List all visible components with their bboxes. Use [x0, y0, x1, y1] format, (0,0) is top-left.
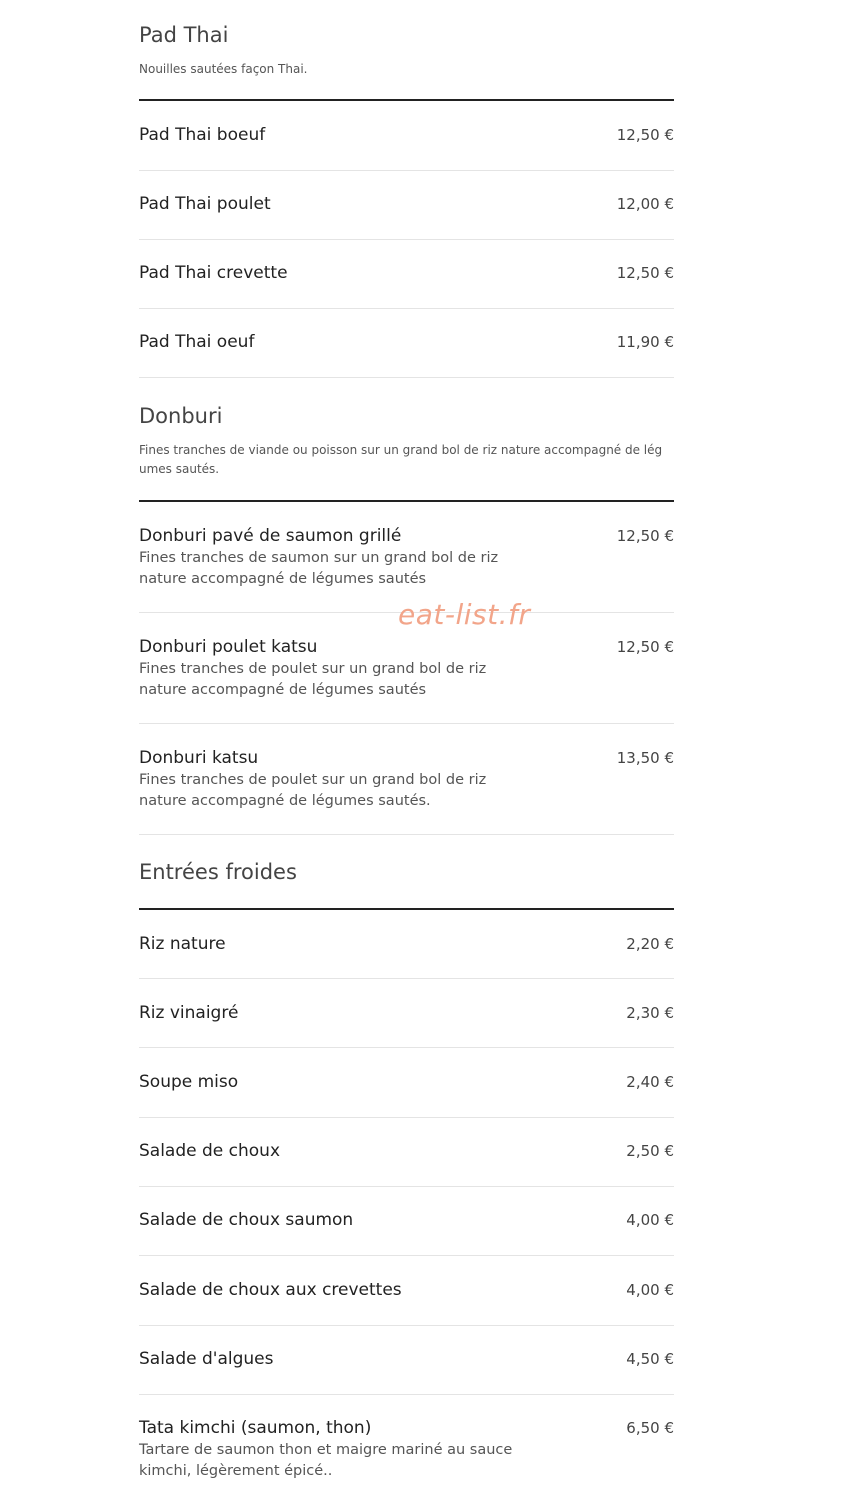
item-name: Pad Thai boeuf [139, 125, 266, 145]
item-price: 12,50 € [616, 638, 674, 656]
item-name: Salade de choux aux crevettes [139, 1280, 402, 1300]
menu-item[interactable] [139, 502, 674, 613]
item-description: kimchi, légèrement épicé.. [139, 1463, 333, 1479]
item-description: nature accompagné de légumes sautés [139, 682, 427, 698]
item-price: 11,90 € [616, 333, 674, 351]
menu-item[interactable] [139, 1395, 674, 1500]
item-price: 4,00 € [626, 1281, 674, 1299]
section-description-line: umes sautés. [139, 462, 220, 476]
item-name: Pad Thai poulet [139, 194, 271, 214]
menu-item[interactable] [139, 101, 674, 171]
menu-item[interactable] [139, 1118, 674, 1187]
item-price: 12,00 € [616, 195, 674, 213]
section-title: Pad Thai [139, 23, 229, 47]
menu-item[interactable] [139, 1187, 674, 1256]
section-description-line: Fines tranches de viande ou poisson sur un grand bol de riz nature accompagné de lég [139, 443, 663, 457]
item-price: 12,50 € [616, 126, 674, 144]
menu-item[interactable] [139, 724, 674, 835]
item-description: Tartare de saumon thon et maigre mariné au sauce [139, 1442, 513, 1458]
item-name: Riz nature [139, 934, 226, 954]
item-price: 4,50 € [626, 1350, 674, 1368]
menu-item[interactable] [139, 910, 674, 979]
menu-item[interactable] [139, 309, 674, 378]
watermark-text: eat-list.fr [398, 598, 531, 631]
section-description: Nouilles sautées façon Thai. [139, 62, 308, 76]
section-title: Entrées froides [139, 860, 297, 884]
item-description: nature accompagné de légumes sautés. [139, 793, 431, 809]
menu-item[interactable] [139, 1048, 674, 1118]
item-price: 2,40 € [626, 1073, 674, 1091]
item-name: Salade d'algues [139, 1349, 274, 1369]
item-description: nature accompagné de légumes sautés [139, 571, 427, 587]
item-name: Tata kimchi (saumon, thon) [139, 1418, 372, 1438]
item-price: 6,50 € [626, 1419, 674, 1437]
section-title: Donburi [139, 404, 223, 428]
item-name: Pad Thai oeuf [139, 332, 255, 352]
item-price: 4,00 € [626, 1211, 674, 1229]
item-price: 12,50 € [616, 527, 674, 545]
item-name: Donburi katsu [139, 748, 259, 768]
item-name: Pad Thai crevette [139, 263, 288, 283]
item-description: Fines tranches de poulet sur un grand bol de riz [139, 661, 487, 677]
menu-item[interactable] [139, 979, 674, 1048]
menu-item[interactable] [139, 1326, 674, 1395]
item-name: Soupe miso [139, 1072, 239, 1092]
item-name: Riz vinaigré [139, 1003, 239, 1023]
item-name: Donburi poulet katsu [139, 637, 318, 657]
item-name: Salade de choux [139, 1141, 281, 1161]
item-price: 13,50 € [616, 749, 674, 767]
item-description: Fines tranches de saumon sur un grand bol de riz [139, 550, 499, 566]
item-description: Fines tranches de poulet sur un grand bol de riz [139, 772, 487, 788]
menu-item[interactable] [139, 171, 674, 240]
item-price: 2,20 € [626, 935, 674, 953]
item-name: Donburi pavé de saumon grillé [139, 526, 402, 546]
item-name: Salade de choux saumon [139, 1210, 354, 1230]
menu-item[interactable] [139, 1256, 674, 1326]
menu-item[interactable] [139, 240, 674, 309]
item-price: 12,50 € [616, 264, 674, 282]
item-price: 2,30 € [626, 1004, 674, 1022]
item-price: 2,50 € [626, 1142, 674, 1160]
